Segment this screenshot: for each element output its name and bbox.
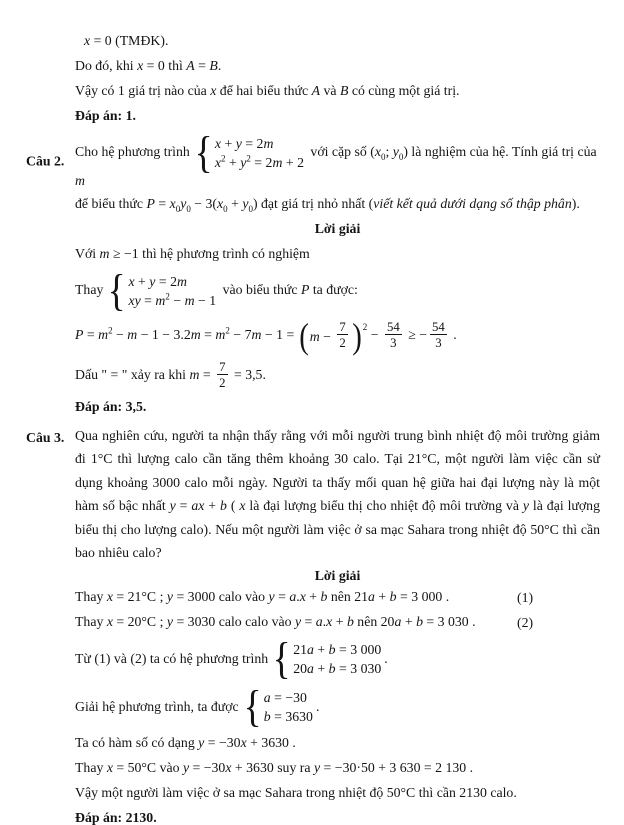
text: = −30 <box>270 690 307 706</box>
text: = 2 <box>250 155 273 170</box>
math-variable: m <box>215 327 226 343</box>
math-variable: a <box>307 661 314 677</box>
left-brace-icon: { <box>272 634 291 684</box>
equation-system <box>242 682 313 732</box>
exponent: 2 <box>362 322 368 332</box>
bold-text: Đáp án: 1. <box>75 108 136 123</box>
math-variable: ax <box>191 498 205 514</box>
text: = 50°C vào <box>112 760 183 776</box>
equation-system <box>193 128 304 177</box>
thay-50-line <box>75 760 600 775</box>
text: = 3 030 . <box>422 614 476 630</box>
text: ). <box>571 196 580 211</box>
line-content <box>75 246 310 261</box>
subscript: 0 <box>175 203 181 214</box>
text: − <box>169 293 185 308</box>
text: = −30 <box>204 735 241 751</box>
math-variable: m <box>184 293 195 308</box>
math-variable: a <box>368 589 375 605</box>
text: + <box>225 155 241 170</box>
text: Do đó, khi <box>75 58 138 73</box>
math-variable: m <box>272 155 283 170</box>
equation-system <box>271 634 382 684</box>
text: + 3630 suy ra <box>231 760 314 776</box>
ham-so-line <box>75 735 600 750</box>
superscript: 2 <box>221 153 226 164</box>
fraction-denominator: 3 <box>435 336 442 350</box>
math-variable: a <box>263 690 271 706</box>
math-variable: y <box>392 144 399 160</box>
text: − <box>112 327 128 343</box>
line-content <box>75 196 580 214</box>
text: = 3 000 . <box>396 589 450 605</box>
text: = 3 000 <box>335 642 382 658</box>
text: Thay <box>75 760 107 776</box>
equation-number: (1) <box>517 590 534 606</box>
text: = 21°C ; <box>112 589 167 605</box>
math-variable: m <box>75 173 85 188</box>
vay-line <box>75 83 600 98</box>
math-variable: b <box>320 589 328 605</box>
text: − 1 − 3.2 <box>137 327 191 343</box>
text: Qua nghiên cứu, người ta nhận thấy rằng với mỗi người trung bình nhiệt độ môi trường giảm đi 1°C thì lượng calo cần tăng thêm khoảng 30 calo. Tại 21°C, một người làm việc cần sử dụng khoảng 3000 calo mỗi ngày. Người ta thấy mối quan hệ giữa hai đại lượng này là một hàm số bậc nhất <box>75 428 604 514</box>
text: Giải hệ phương trình, ta được <box>75 698 239 714</box>
math-variable: x <box>214 136 222 151</box>
math-variable: y <box>522 498 529 514</box>
text: Ta có hàm số có dạng <box>75 735 199 751</box>
bold-text: Lời giải <box>314 221 361 236</box>
system-row <box>128 291 216 310</box>
text: là đại lượng biểu thị cho nhiệt độ môi trường và <box>245 498 523 514</box>
system-row <box>293 640 381 659</box>
system-row <box>128 272 216 291</box>
math-variable: y <box>198 735 205 751</box>
math-variable: A <box>186 58 195 73</box>
text: ) đạt giá trị nhỏ nhất ( <box>252 196 374 211</box>
math-variable: m <box>189 367 200 383</box>
text: − 7 <box>229 327 252 343</box>
parenthesized-expression <box>298 316 368 356</box>
math-variable: m <box>99 246 110 261</box>
math-variable: a <box>394 614 402 630</box>
text: + <box>221 136 236 151</box>
fraction-numerator: 54 <box>432 320 445 334</box>
dodo-line <box>75 58 600 73</box>
dap-an-1 <box>75 108 600 123</box>
text: có cùng một giá trị. <box>348 83 460 98</box>
line-content <box>75 266 358 315</box>
line-content <box>315 568 361 583</box>
open-paren-icon: ( <box>298 316 309 356</box>
subscript: 0 <box>248 203 253 214</box>
math-variable: m <box>190 327 201 343</box>
text: Từ (1) và (2) ta có hệ phương trình <box>75 650 269 666</box>
left-brace-icon: { <box>107 266 126 315</box>
math-variable: m <box>251 327 262 343</box>
text: = <box>301 614 316 630</box>
text: Vậy có 1 giá trị nào của <box>75 83 211 98</box>
dau-bang-line <box>75 361 600 391</box>
text: + <box>134 274 150 289</box>
text: = 0 thì <box>143 58 187 73</box>
fraction <box>430 320 447 350</box>
fraction-numerator: 7 <box>339 320 346 334</box>
fraction <box>385 320 402 350</box>
line-content <box>75 58 221 73</box>
text: + <box>401 614 417 630</box>
tu-1-2-line <box>75 634 600 684</box>
line-content <box>75 128 601 188</box>
math-variable: y <box>166 614 173 630</box>
line-content <box>75 428 603 560</box>
fraction <box>217 360 227 390</box>
superscript: 2 <box>225 325 230 336</box>
text: = <box>140 293 156 308</box>
math-variable: b <box>328 661 336 677</box>
text: ta được: <box>309 282 358 298</box>
fraction <box>337 320 347 350</box>
text: + <box>204 498 221 514</box>
text: + <box>374 589 390 605</box>
text: Dấu " = " xảy ra khi <box>75 367 190 383</box>
math-variable: x <box>106 589 113 605</box>
math-variable: P <box>300 282 310 298</box>
text: Vậy một người làm việc ở sa mạc Sahara trong nhiệt độ 50°C thì cần 2130 calo. <box>75 785 517 801</box>
line-content <box>75 589 449 604</box>
dap-an-35 <box>75 399 600 414</box>
subscript: 0 <box>223 203 228 214</box>
fraction-denominator: 3 <box>390 336 397 350</box>
math-variable: y <box>166 589 173 605</box>
math-variable: b <box>346 614 354 630</box>
text: = −30 <box>189 760 226 776</box>
text: + <box>313 661 329 677</box>
system-row <box>215 153 304 172</box>
p-equation <box>75 316 600 356</box>
text: = 3000 calo vào <box>173 589 269 605</box>
system-row <box>215 134 304 153</box>
text: Cho hệ phương trình <box>75 144 190 160</box>
text: = −30·50 + 3 630 = 2 130 . <box>320 760 474 776</box>
math-variable: y <box>169 498 176 514</box>
line-content <box>75 810 157 825</box>
superscript: 2 <box>165 291 170 302</box>
math-variable: y <box>242 196 249 211</box>
text: = 3 030 <box>335 661 382 677</box>
fraction-denominator: 2 <box>339 336 346 350</box>
equation-system <box>106 266 217 315</box>
math-variable: a <box>307 642 314 658</box>
text: − 1 <box>194 293 217 308</box>
text: . <box>217 58 222 73</box>
text: − <box>367 327 382 343</box>
line-content <box>75 785 517 800</box>
text: = 3,5. <box>230 367 266 383</box>
giai-he-line <box>75 682 600 732</box>
system-rows <box>264 688 313 726</box>
text: = 3630 <box>270 709 313 725</box>
question-label: Câu 3. <box>26 430 65 445</box>
text: − 1 = <box>261 327 298 343</box>
bold-text: Đáp án: 3,5. <box>75 399 147 414</box>
math-variable: y <box>149 274 156 289</box>
equation-number: (2) <box>517 615 534 631</box>
math-variable: x <box>326 614 333 630</box>
math-variable: x <box>299 589 306 605</box>
math-variable: x <box>217 196 224 211</box>
text: = <box>274 589 290 605</box>
math-variable: y <box>180 196 187 211</box>
math-variable: m <box>127 327 138 343</box>
thay-system-line <box>75 266 600 315</box>
math-variable: x <box>84 33 91 48</box>
cau2-statement <box>26 128 601 188</box>
system-row <box>264 707 313 726</box>
math-variable: y <box>294 614 302 630</box>
math-variable: m <box>309 328 320 344</box>
left-brace-icon: { <box>243 682 262 732</box>
loi-giai-cau3 <box>75 568 600 583</box>
line-content <box>75 316 457 356</box>
math-variable: y <box>268 589 275 605</box>
math-variable: y <box>235 136 242 151</box>
text: = <box>175 498 192 514</box>
math-variable: x <box>225 760 232 776</box>
text: + 3630 . <box>246 735 296 751</box>
line-content <box>75 614 476 629</box>
system-rows <box>293 640 381 678</box>
math-variable: x <box>239 498 246 514</box>
text: Thay <box>75 282 104 298</box>
math-variable: B <box>209 58 218 73</box>
math-variable: x <box>128 274 135 289</box>
voi-m-line <box>75 246 600 261</box>
text: = 3030 calo calo vào <box>173 614 295 630</box>
math-variable: m <box>177 274 187 289</box>
document-content <box>26 33 604 825</box>
bold-text: Đáp án: 2130. <box>75 810 157 825</box>
text: Thay <box>75 614 107 630</box>
line-content <box>75 399 146 414</box>
math-variable: A <box>311 83 321 98</box>
text: . <box>384 650 388 666</box>
subscript: 0 <box>380 151 386 162</box>
line-content <box>75 760 473 775</box>
math-variable: x <box>106 614 113 630</box>
close-paren-icon: ) <box>351 316 362 356</box>
loi-giai-cau2 <box>75 221 600 236</box>
text: = 0 (TMĐK). <box>90 33 169 48</box>
math-variable: P <box>146 196 155 211</box>
subscript: 0 <box>398 151 404 162</box>
math-variable: y <box>240 155 247 170</box>
text: + <box>305 589 321 605</box>
math-variable: y <box>182 760 190 776</box>
left-brace-icon: { <box>194 128 213 177</box>
math-variable: x <box>137 58 144 73</box>
text: ≥ −1 thì hệ phương trình có nghiệm <box>109 246 310 261</box>
text: − <box>319 328 335 344</box>
math-variable: m <box>98 327 109 343</box>
math-variable: m <box>263 136 274 151</box>
cau2-statement-2 <box>75 196 600 214</box>
text: ) là nghiệm của hệ. Tính giá trị của <box>403 144 601 160</box>
text: + <box>332 614 347 630</box>
text: ≥ − <box>404 327 428 343</box>
math-variable: b <box>263 709 271 725</box>
math-variable: y <box>313 760 321 776</box>
fraction-numerator: 7 <box>219 360 226 374</box>
text: ( <box>226 498 240 514</box>
question-label: Câu 2. <box>26 153 65 168</box>
text: Thay <box>75 589 107 605</box>
subscript: 0 <box>186 203 191 214</box>
text: + <box>313 642 329 658</box>
text: Với <box>75 246 100 261</box>
text: + <box>227 196 243 211</box>
thay-20-line <box>75 614 600 629</box>
thay-21-line <box>75 589 600 604</box>
text: để biểu thức <box>75 196 147 211</box>
fraction-denominator: 2 <box>219 376 226 390</box>
text: + 2 <box>282 155 304 170</box>
superscript: 2 <box>108 325 113 336</box>
vay-sahara-line <box>75 785 600 800</box>
text: . <box>296 589 300 605</box>
line-content <box>75 360 266 390</box>
text: = 20°C ; <box>112 614 167 630</box>
math-variable: x <box>106 760 113 776</box>
text: . <box>322 614 327 630</box>
text: 21 <box>293 642 308 658</box>
math-variable: a <box>289 589 297 605</box>
x0-tmdk-line <box>75 33 600 48</box>
math-variable: B <box>339 83 349 98</box>
math-variable: viết kết quả dưới dạng số thập phân <box>373 196 572 211</box>
text: nên 21 <box>327 589 369 605</box>
math-variable: b <box>220 498 227 514</box>
text: = 2 <box>155 274 177 289</box>
math-variable: b <box>389 589 397 605</box>
text: − 3( <box>190 196 218 211</box>
text: = <box>154 196 170 211</box>
text: nên 20 <box>353 614 395 630</box>
math-variable: xy <box>128 293 141 308</box>
text: với cặp số ( <box>306 144 375 160</box>
line-content <box>75 108 136 123</box>
math-variable: P <box>75 327 84 343</box>
text: ; <box>385 144 393 160</box>
cau3-statement <box>26 424 604 564</box>
text: . <box>449 327 457 343</box>
math-variable: x <box>214 155 222 170</box>
text: = <box>199 367 215 383</box>
system-rows <box>128 272 216 310</box>
line-content <box>75 735 296 750</box>
math-variable: b <box>328 642 336 658</box>
dap-an-2130 <box>75 810 600 825</box>
bold-text: Lời giải <box>314 568 361 584</box>
line-content <box>315 221 361 236</box>
text: = <box>83 327 99 343</box>
line-content <box>75 682 320 732</box>
line-content <box>84 33 168 48</box>
text: và <box>320 83 340 98</box>
math-variable: b <box>416 614 423 630</box>
math-variable: x <box>169 196 176 211</box>
text: 20 <box>293 661 308 677</box>
text: vào biểu thức <box>219 282 301 298</box>
system-row <box>264 688 313 707</box>
math-variable: x <box>374 144 381 160</box>
text: = <box>200 327 216 343</box>
paren-content <box>310 321 351 351</box>
line-content <box>75 83 460 98</box>
math-variable: a <box>315 614 323 630</box>
text: = 2 <box>241 136 264 151</box>
line-content <box>75 634 388 684</box>
superscript: 2 <box>246 153 251 164</box>
text: = <box>194 58 210 73</box>
math-variable: x <box>210 83 217 98</box>
system-row <box>293 659 381 678</box>
math-variable: m <box>155 293 166 308</box>
text: là đại lượng biểu thị cho lượng calo). Nếu một người làm việc ở sa mạc Sahara trong nhiệt độ 50°C thì cần bao nhiêu calo? <box>75 498 604 561</box>
system-rows <box>215 134 304 172</box>
text: . <box>315 698 320 714</box>
fraction-numerator: 54 <box>386 320 400 334</box>
text: để hai biểu thức <box>216 83 312 98</box>
math-variable: x <box>240 735 247 751</box>
